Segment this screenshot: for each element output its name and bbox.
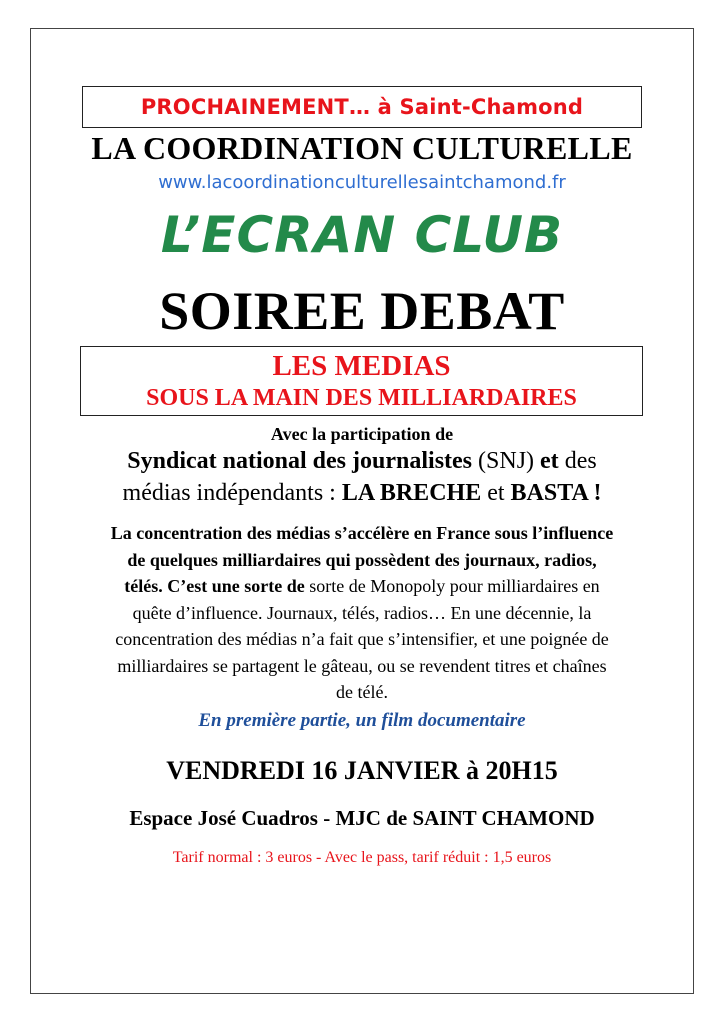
partners-conjunction: et [540,448,559,474]
description-line [82,573,642,600]
announcement-text: PROCHAINEMENT… à Saint-Chamond [140,95,584,119]
event-venue: Espace José Cuadros - MJC de SAINT CHAMOND [129,806,595,830]
event-date-time: VENDREDI 16 JANVIER à 20H15 [166,756,558,785]
description-line: La concentration des médias s’accélère en France sous l’influence [110,523,614,543]
participation-intro: Avec la participation de [270,424,454,444]
topic-line-2: SOUS LA MAIN DES MILLIARDAIRES [146,385,577,411]
description-fragment: sorte de Monopoly pour milliardaires en [304,576,600,596]
description-line: de télé. [336,682,388,702]
description-paragraph [82,520,642,706]
partners-line-2 [0,480,724,507]
partners-independent-label: médias indépendants : [122,480,342,506]
description-line: de quelques milliardaires qui possèdent des journaux, radios, [127,549,597,570]
announcement-box [82,86,642,128]
description-line: concentration des médias n’a fait que s’intensifier, et une poignée de [115,629,609,649]
first-part-note: En première partie, un film documentaire [198,710,526,731]
organization-title: LA COORDINATION CULTURELLE [91,130,633,166]
club-title: L’ECRAN CLUB [160,206,564,264]
website-link[interactable]: www.lacoordinationculturellesaintchamond.fr [158,172,566,193]
partner-snj-abbr: (SNJ) [472,448,541,474]
partners-des: des [558,448,597,474]
topic-line-1: LES MEDIAS [272,350,451,382]
partners-et: et [481,480,511,506]
description-line: quête d’influence. Journaux, télés, radios… En une décennie, la [132,602,592,623]
description-line: milliardaires se partagent le gâteau, ou se revendent titres et chaînes [117,655,607,676]
price-info: Tarif normal : 3 euros - Avec le pass, tarif réduit : 1,5 euros [172,849,552,866]
partners-line-1 [0,448,724,475]
partner-la-breche: LA BRECHE [341,480,482,506]
event-title: SOIREE DEBAT [159,281,565,341]
partner-snj-name: Syndicat national des journalistes [127,448,473,474]
topic-box [80,346,643,416]
partner-basta: BASTA ! [510,480,602,506]
description-bold-fragment: télés. C’est une sorte de [124,576,305,596]
